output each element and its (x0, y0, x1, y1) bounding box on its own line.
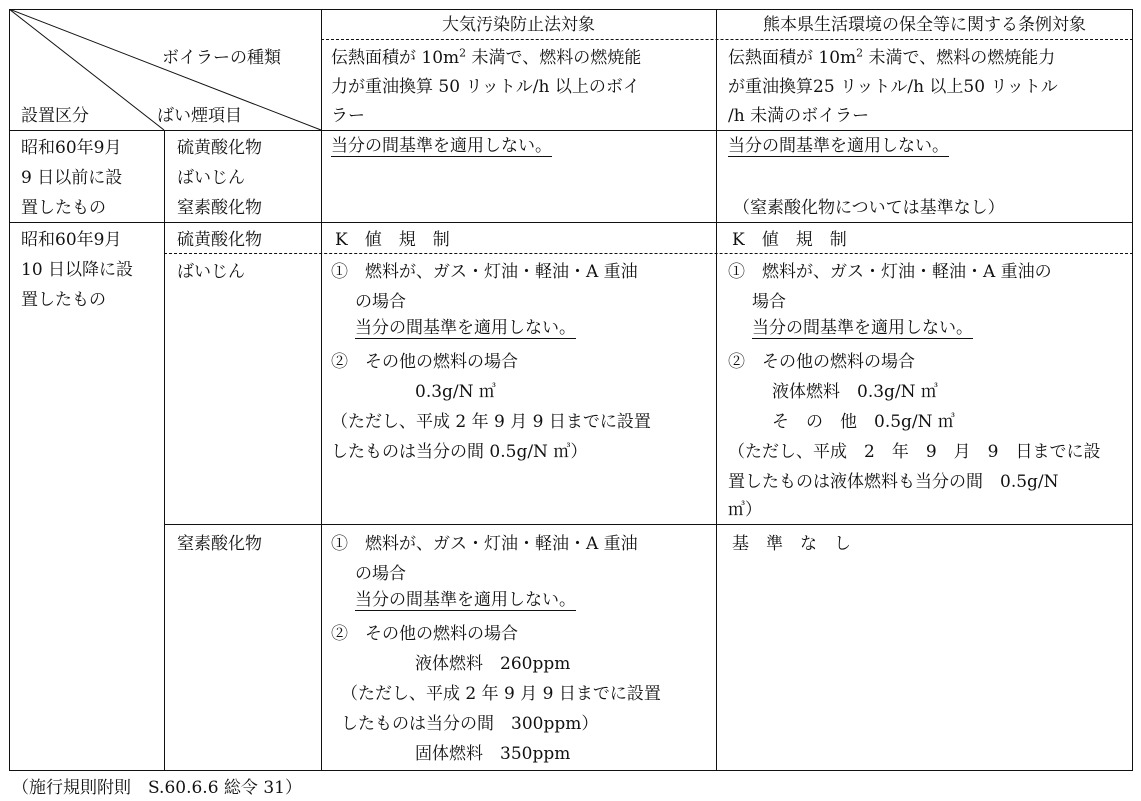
row1-item-nox: 窒素酸化物 (177, 198, 262, 218)
row1-col-a: 当分の間基準を適用しない。 (331, 136, 552, 156)
dust-b-line-9: ㎥） (728, 500, 762, 520)
dust-b-line-7: （ただし、平成 2 年 9 月 9 日までに設 (728, 442, 1101, 462)
row1-category-2: 9 日以前に設 (21, 168, 123, 188)
nox-a-line-6: （ただし、平成 2 年 9 月 9 日までに設置 (341, 684, 661, 704)
col-a-desc-1: 伝熱面積が $10m^2$ 未満で、燃料の燃焼能 (331, 46, 642, 68)
row1-col-b: 当分の間基準を適用しない。 (728, 136, 949, 156)
row1-category-1: 昭和60年9月 (21, 138, 122, 158)
row1-col-b-note: （窒素酸化物については基準なし） (733, 198, 1005, 218)
dust-a-line-5: 0.3g/N ㎥ (415, 382, 496, 402)
col-a-desc-2: 力が重油換算 50 リットル/h 以上のボイ (331, 77, 640, 97)
dust-b-line-1: ① 燃料が、ガス・灯油・軽油・A 重油の (728, 262, 1052, 282)
nox-a-line-1: ① 燃料が、ガス・灯油・軽油・A 重油 (331, 534, 638, 554)
dust-b-line-8: 置したものは液体燃料も当分の間 0.5g/N (728, 472, 1059, 492)
footer-citation: （施行規則附則 S.60.6.6 総令 31） (12, 778, 302, 798)
row2-item-dust: ばいじん (177, 262, 245, 282)
nox-a-line-2: の場合 (355, 564, 406, 584)
col-a-desc-3: ラー (331, 106, 365, 126)
dust-a-line-4: ② その他の燃料の場合 (331, 352, 518, 372)
col-b-desc-3: /h 未満のボイラー (728, 106, 870, 126)
row1-item-dust: ばいじん (177, 168, 245, 188)
row2-item-sox: 硫黄酸化物 (177, 230, 262, 250)
dust-a-line-6: （ただし、平成 2 年 9 月 9 日までに設置 (331, 412, 651, 432)
dust-b-line-2: 場合 (752, 292, 786, 312)
dust-b-line-3: 当分の間基準を適用しない。 (752, 318, 973, 338)
dust-a-line-3: 当分の間基準を適用しない。 (355, 318, 576, 338)
dust-a-line-2: の場合 (355, 292, 406, 312)
row2-category-1: 昭和60年9月 (21, 230, 122, 250)
row1-item-sox: 硫黄酸化物 (177, 138, 262, 158)
regulation-table (9, 9, 1133, 771)
dust-a-line-7: したものは当分の間 0.5g/N ㎥） (331, 442, 588, 462)
dust-b-line-5: 液体燃料 0.3g/N ㎥ (772, 382, 938, 402)
nox-a-line-3: 当分の間基準を適用しない。 (355, 590, 576, 610)
row2-category-3: 置したもの (21, 290, 106, 310)
dust-b-line-4: ② その他の燃料の場合 (728, 352, 915, 372)
nox-a-line-4: ② その他の燃料の場合 (331, 624, 518, 644)
dust-b-line-6: そ の 他 0.5g/N ㎥ (772, 412, 955, 432)
row2-sox-b: K 値 規 制 (732, 230, 847, 250)
row2-item-nox: 窒素酸化物 (177, 534, 262, 554)
col-line-3 (716, 9, 717, 771)
border-right (1132, 9, 1133, 771)
col-b-title: 熊本県生活環境の保全等に関する条例対象 (763, 15, 1086, 35)
dust-a-line-1: ① 燃料が、ガス・灯油・軽油・A 重油 (331, 262, 638, 282)
border-bottom (9, 770, 1133, 771)
corner-smoke-item: ばい煙項目 (157, 106, 242, 126)
row1-category-3: 置したもの (21, 198, 106, 218)
col-a-title: 大気汚染防止法対象 (442, 15, 595, 35)
nox-a-line-5: 液体燃料 260ppm (415, 654, 571, 674)
nox-a-line-7: したものは当分の間 300ppm） (341, 714, 599, 734)
row2-sox-a: K 値 規 制 (335, 230, 450, 250)
col-b-desc-1: 伝熱面積が $10m^2$ 未満で、燃料の燃焼能力 (728, 46, 1056, 68)
row2-category-2: 10 日以降に設 (21, 260, 134, 280)
sox-dashed-line (164, 253, 1133, 254)
row-line-nox (164, 524, 1133, 525)
col-b-desc-2: が重油換算25 リットル/h 以上50 リットル (728, 77, 1058, 97)
corner-category: 設置区分 (21, 106, 89, 126)
nox-b: 基 準 な し (732, 534, 851, 554)
corner-boiler-type: ボイラーの種類 (162, 48, 281, 68)
nox-a-line-8: 固体燃料 350ppm (415, 744, 571, 764)
col-line-1 (164, 130, 165, 771)
